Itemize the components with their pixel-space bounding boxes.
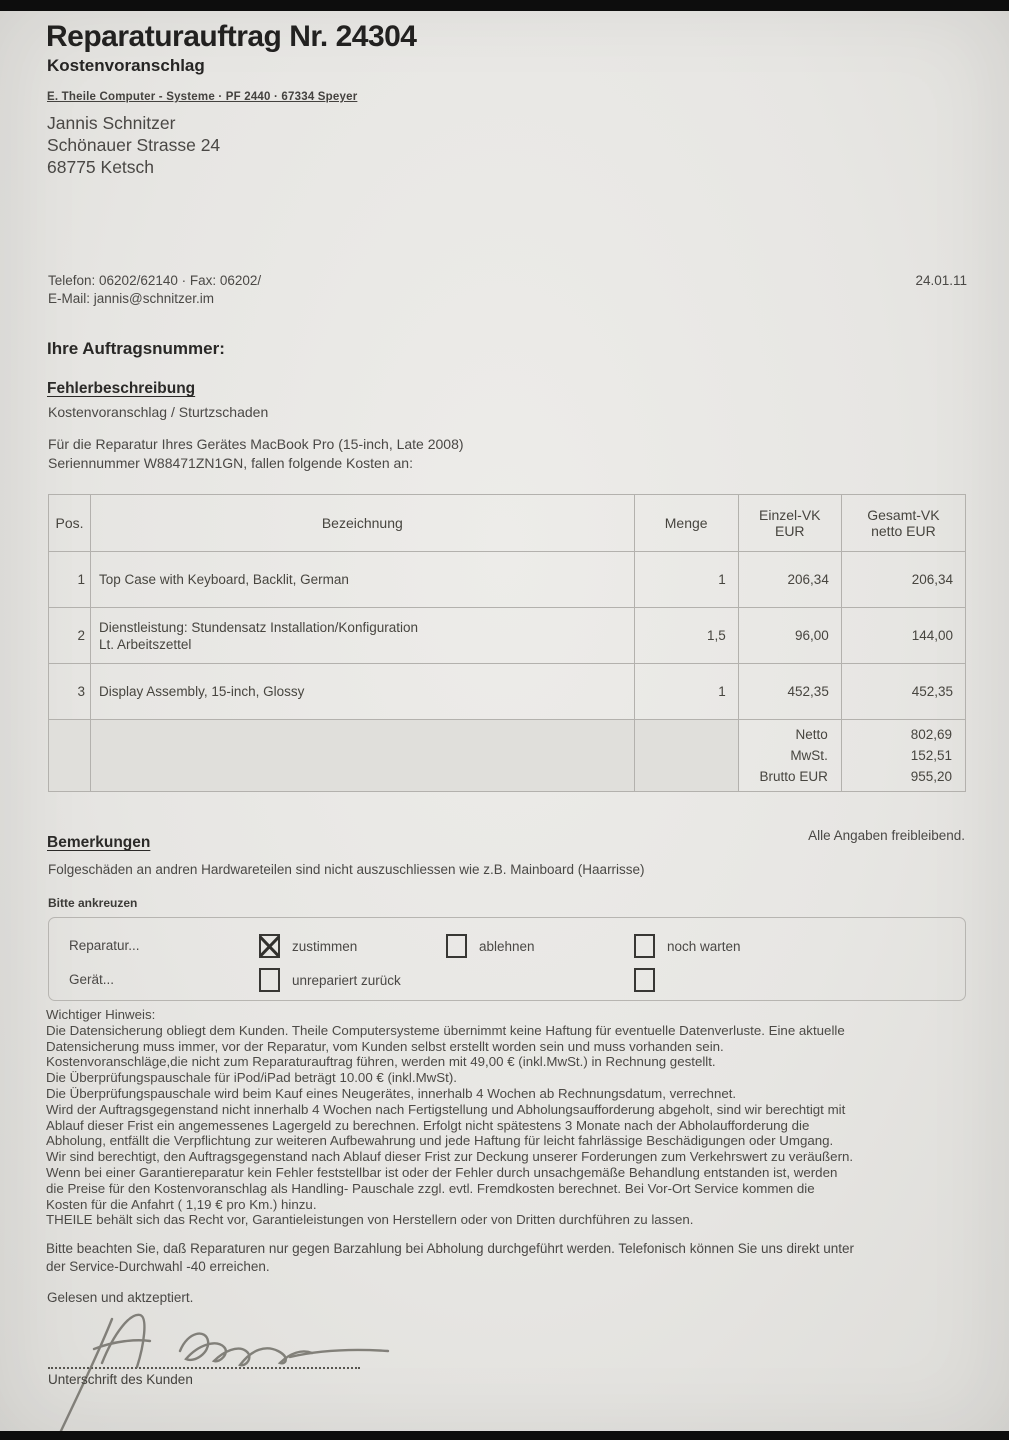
payment-note-block: [46, 1240, 854, 1276]
unrepariert-zurueck-checkbox[interactable]: [259, 968, 280, 992]
col-header-unit-price: Einzel-VK EUR: [738, 495, 841, 552]
legal-notice-block: [46, 1007, 853, 1228]
row-qty: 1,5: [634, 608, 738, 664]
legal-line: THEILE behält sich das Recht vor, Garantieleistungen von Herstellern oder von Dritten durchführen zu lassen.: [46, 1212, 694, 1228]
repair-row-label: Reparatur...: [69, 938, 140, 953]
legal-line: Kostenvoranschläge,die nicht zum Reparaturauftrag führen, werden mit 49,00 € (inkl.MwSt.) in Rechnung gestellt.: [46, 1054, 716, 1070]
recipient-address-block: [47, 112, 220, 178]
legal-line: Kosten für die Anfahrt ( 1,19 € pro Km.) hinzu.: [46, 1196, 317, 1212]
option-unrepariert-zurueck[interactable]: [259, 968, 401, 992]
zustimmen-label: zustimmen: [292, 938, 358, 954]
payment-note-line1: Bitte beachten Sie, daß Reparaturen nur gegen Barzahlung bei Abholung durchgeführt werden. Telefonisch können Sie uns direkt unter: [46, 1241, 855, 1256]
table-row: [49, 608, 966, 664]
legal-line: Die Datensicherung obliegt dem Kunden. Theile Computersysteme übernimmt keine Haftung für eventuelle Datenverluste. Eine aktuelle: [46, 1022, 845, 1038]
document-subtitle: Kostenvoranschlag: [47, 56, 205, 75]
totals-row: [49, 720, 966, 792]
legal-line: Die Überprüfungspauschale für iPod/iPad beträgt 10.00 € (inkl.MwSt).: [46, 1070, 457, 1086]
noch-warten-checkbox[interactable]: [634, 934, 655, 958]
recipient-city: 68775 Ketsch: [47, 157, 155, 177]
remarks-text: Folgeschäden an andren Hardwareteilen sind nicht auszuschliessen wie z.B. Mainboard (Haarrisse): [48, 862, 645, 877]
row-total-price: 144,00: [841, 608, 965, 664]
row-pos: 3: [49, 664, 91, 720]
row-total-price: 206,34: [841, 552, 965, 608]
col-header-pos: Pos.: [49, 495, 91, 552]
row-unit-price: 96,00: [738, 608, 841, 664]
ablehnen-label: ablehnen: [479, 938, 535, 954]
table-row: [49, 664, 966, 720]
legal-line: Wenn bei einer Garantiereparatur kein Fehler feststellbar ist oder der Fehler durch unsachgemäße Behandlung entstanden ist, werden: [46, 1164, 838, 1180]
row-qty: 1: [634, 664, 738, 720]
cost-intro-line2: Seriennummer W88471ZN1GN, fallen folgende Kosten an:: [48, 455, 413, 471]
row-description: Dienstleistung: Stundensatz Installation/Konfiguration Lt. Arbeitszettel: [91, 608, 635, 664]
email-line: E-Mail: jannis@schnitzer.im: [48, 291, 215, 306]
device-row-label: Gerät...: [69, 972, 115, 987]
signature-caption: Unterschrift des Kunden: [48, 1372, 193, 1387]
recipient-name: Jannis Schnitzer: [47, 113, 176, 133]
scan-edge-bottom: [0, 1431, 1009, 1440]
totals-labels: [738, 720, 841, 792]
sender-address-line: E. Theile Computer - Systeme · PF 2440 · 67334 Speyer: [47, 91, 358, 103]
row-total-price: 452,35: [841, 664, 965, 720]
signature-line: [48, 1347, 360, 1369]
contact-block: [48, 272, 261, 308]
your-order-number-label: Ihre Auftragsnummer:: [47, 339, 225, 358]
option-zustimmen[interactable]: [259, 934, 357, 958]
legal-line: Wichtiger Hinweis:: [46, 1007, 156, 1022]
accepted-text: Gelesen und aktzeptiert.: [47, 1290, 194, 1305]
ablehnen-checkbox[interactable]: [446, 934, 467, 958]
col-header-description: Bezeichnung: [91, 495, 635, 552]
row-description: Top Case with Keyboard, Backlit, German: [91, 552, 635, 608]
row-qty: 1: [634, 552, 738, 608]
totals-spacer: [634, 720, 738, 792]
totals-values: [841, 720, 965, 792]
page-title: Reparaturauftrag Nr. 24304: [46, 20, 417, 53]
row-pos: 1: [49, 552, 91, 608]
cost-intro-block: [48, 435, 464, 473]
mwst-label: MwSt.: [790, 748, 828, 763]
blank-checkbox[interactable]: [634, 968, 655, 992]
legal-line: die Preise für den Kostenvoranschlag als Handling- Pauschale zzgl. evtl. Fremdkosten berechnet. Bei Vor-Ort Service kommen die: [46, 1180, 815, 1196]
table-row: [49, 552, 966, 608]
unrepariert-zurueck-label: unrepariert zurück: [292, 972, 401, 988]
row-pos: 2: [49, 608, 91, 664]
row-description: Display Assembly, 15-inch, Glossy: [91, 664, 635, 720]
customer-signature: [40, 1305, 400, 1435]
binding-note: Alle Angaben freibleibend.: [808, 828, 965, 843]
legal-line: Wir sind berechtigt, den Auftragsgegenstand nach Ablauf dieser Frist zur Deckung unserer Forderungen zum Verkehrswert zu veräußern.: [46, 1149, 854, 1165]
cost-table: [48, 494, 966, 792]
cost-intro-line1: Für die Reparatur Ihres Gerätes MacBook Pro (15-inch, Late 2008): [48, 436, 464, 452]
legal-line: Ablauf dieser Frist ein angemessenes Lagergeld zu berechnen. Erfolgt nicht spätestens 3 Monate nach der Abholaufforderung die: [46, 1117, 810, 1133]
netto-value: 802,69: [910, 727, 952, 742]
row-unit-price: 452,35: [738, 664, 841, 720]
scan-edge-top: [0, 0, 1009, 11]
col-header-total-price: Gesamt-VK netto EUR: [841, 495, 965, 552]
option-ablehnen[interactable]: [446, 934, 535, 958]
check-prompt: Bitte ankreuzen: [48, 896, 138, 910]
option-noch-warten[interactable]: [634, 934, 741, 958]
brutto-value: 955,20: [910, 769, 952, 784]
legal-line: Die Überprüfungspauschale wird beim Kauf eines Neugerätes, innerhalb 4 Wochen ab Rechnungsdatum, verrechnet.: [46, 1085, 737, 1101]
cost-table-header-row: [49, 495, 966, 552]
netto-label: Netto: [795, 727, 828, 742]
row-unit-price: 206,34: [738, 552, 841, 608]
totals-spacer: [49, 720, 91, 792]
recipient-street: Schönauer Strasse 24: [47, 135, 221, 155]
legal-line: Wird der Auftragsgegenstand nicht innerhalb 4 Wochen nach Fertigstellung und Abholungsaufforderung abgeholt, sind wir berechtigt mit: [46, 1101, 846, 1117]
payment-note-line2: der Service-Durchwahl -40 erreichen.: [46, 1259, 270, 1274]
remarks-heading: Bemerkungen: [47, 834, 151, 851]
brutto-label: Brutto EUR: [759, 769, 828, 784]
totals-spacer: [91, 720, 635, 792]
legal-line: Datensicherung muss immer, vor der Reparatur, vom Kunden selbst erstellt worden sein und muss vorhanden sein.: [46, 1038, 724, 1054]
choice-box: [48, 917, 966, 1001]
col-header-qty: Menge: [634, 495, 738, 552]
legal-line: Abholung, entfällt die Verpflichtung zur weiteren Aufbewahrung und jede Haftung für leicht fahrlässige Beschädigungen oder Umgang.: [46, 1133, 834, 1149]
zustimmen-checkbox[interactable]: [259, 934, 280, 958]
fault-description-text: Kostenvoranschlag / Sturtzschaden: [48, 404, 269, 420]
mwst-value: 152,51: [910, 748, 952, 763]
phone-fax-line: Telefon: 06202/62140 · Fax: 06202/: [48, 273, 262, 288]
noch-warten-label: noch warten: [667, 938, 741, 954]
document-date: 24.01.11: [915, 273, 967, 288]
fault-description-heading: Fehlerbeschreibung: [47, 380, 196, 397]
option-blank[interactable]: [634, 968, 667, 992]
